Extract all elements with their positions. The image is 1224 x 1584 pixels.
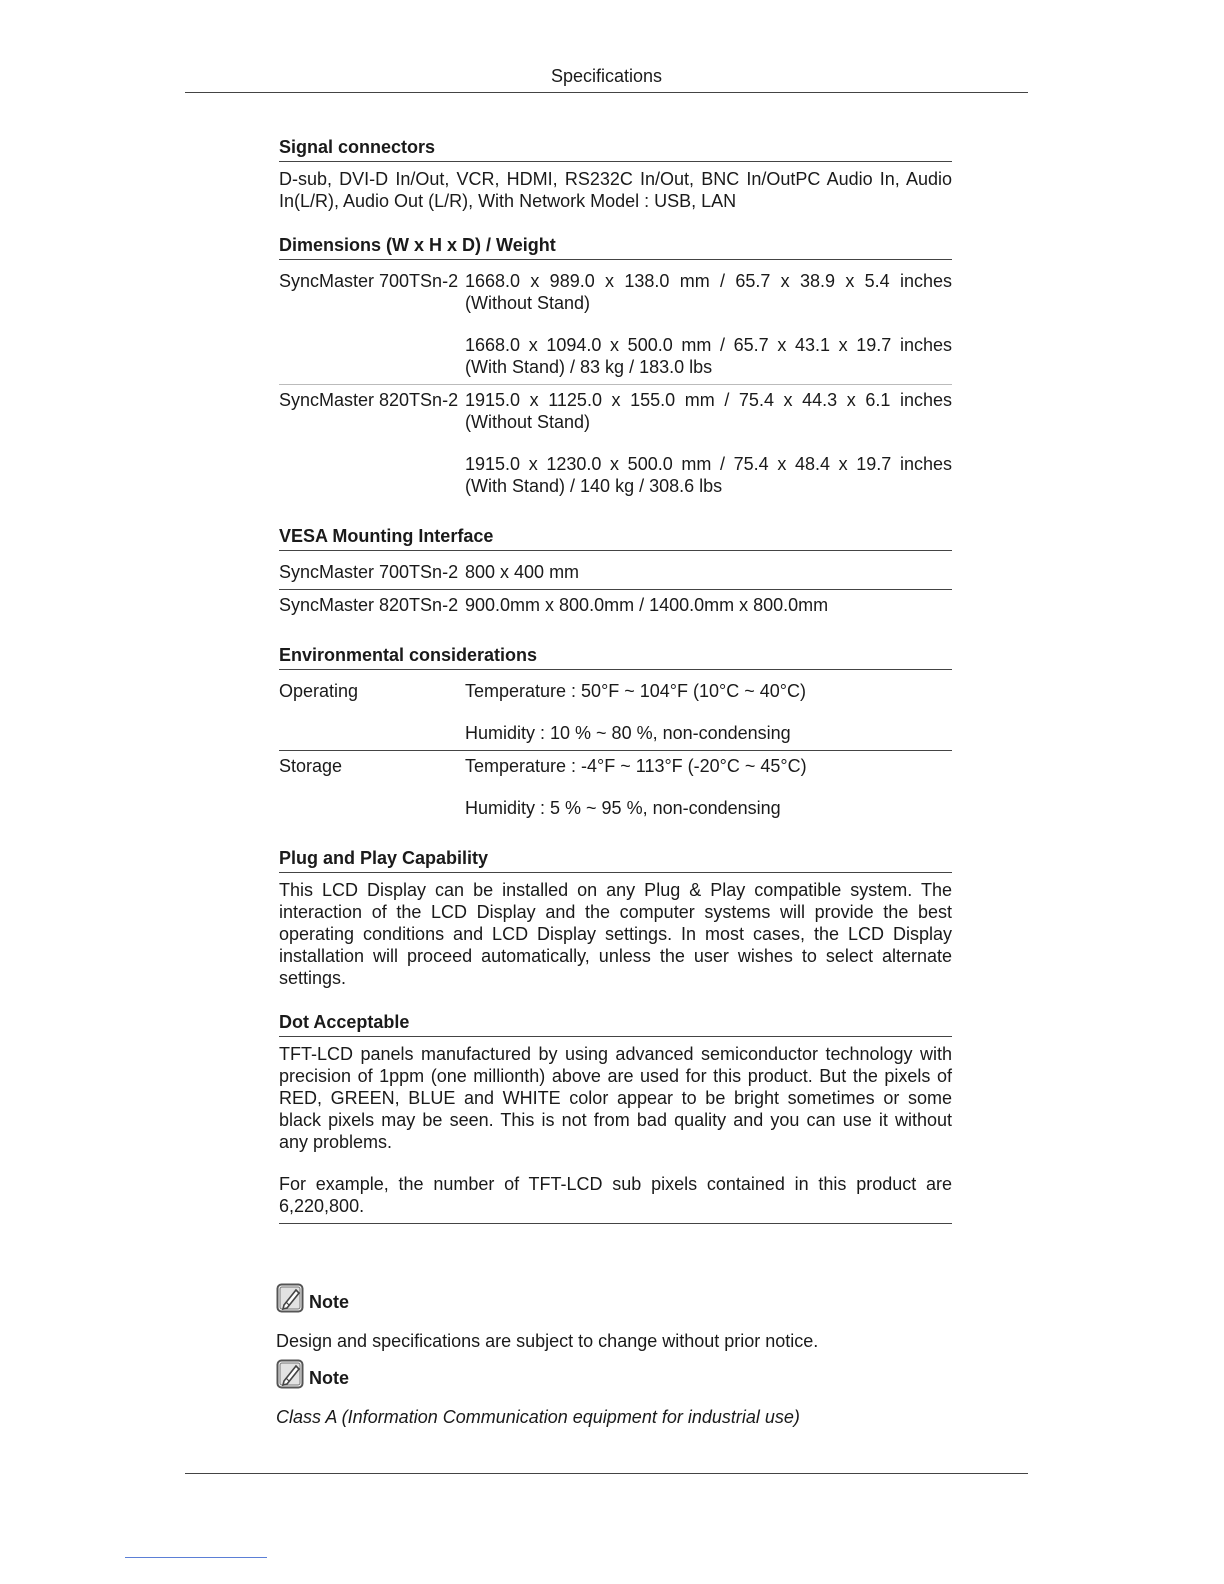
footer-link-underline: [125, 1557, 267, 1558]
dimensions-without-stand: 1668.0 x 989.0 x 138.0 mm / 65.7 x 38.9 x 5.4 inches (Without Stand): [465, 271, 952, 313]
spec-content: [279, 136, 952, 1246]
model-label: SyncMaster 700TSn-2: [279, 562, 459, 582]
note-pencil-icon: [276, 1359, 304, 1389]
signal-connectors-text: D-sub, DVI-D In/Out, VCR, HDMI, RS232C In/Out, BNC In/OutPC Audio In, Audio In(L/R), Audio Out (L/R), With Network Model : USB, LAN: [279, 169, 952, 211]
vesa-row: [279, 590, 952, 622]
environment-row: [279, 676, 952, 751]
humidity-range: Humidity : 5 % ~ 95 %, non-condensing: [465, 798, 781, 818]
model-label: SyncMaster 820TSn-2: [279, 595, 459, 615]
note-label: Note: [309, 1292, 349, 1312]
page-header: [185, 66, 1028, 93]
section-title: Signal connectors: [279, 136, 952, 162]
footer-divider: [185, 1473, 1028, 1474]
note-heading: [276, 1359, 956, 1389]
vesa-row: [279, 557, 952, 590]
dimensions-without-stand: 1915.0 x 1125.0 x 155.0 mm / 75.4 x 44.3 x 6.1 inches (Without Stand): [465, 390, 952, 432]
note-pencil-icon: [276, 1283, 304, 1313]
section-title: Environmental considerations: [279, 644, 952, 670]
dimensions-value: [465, 270, 952, 378]
section-environment: [279, 644, 952, 825]
section-divider: [279, 1223, 952, 1224]
dimensions-row: [279, 266, 952, 385]
vesa-value: 900.0mm x 800.0mm / 1400.0mm x 800.0mm: [465, 595, 829, 615]
note-text: Design and specifications are subject to change without prior notice.: [276, 1331, 819, 1351]
dimensions-with-stand: 1668.0 x 1094.0 x 500.0 mm / 65.7 x 43.1 x 19.7 inches (With Stand) / 83 kg / 183.0 lbs: [465, 335, 952, 377]
humidity-range: Humidity : 10 % ~ 80 %, non-condensing: [465, 723, 791, 743]
dimensions-value: [465, 389, 952, 497]
section-dimensions: [279, 234, 952, 503]
section-dot-acceptable: [279, 1011, 952, 1224]
dimensions-row: [279, 385, 952, 503]
section-title: Plug and Play Capability: [279, 847, 952, 873]
temperature-range: Temperature : -4°F ~ 113°F (-20°C ~ 45°C): [465, 756, 807, 776]
model-label: SyncMaster 700TSn-2: [279, 271, 459, 291]
section-title: Dot Acceptable: [279, 1011, 952, 1037]
section-signal-connectors: [279, 136, 952, 212]
section-plug-and-play: [279, 847, 952, 989]
dot-acceptable-example: For example, the number of TFT-LCD sub pixels contained in this product are 6,220,800.: [279, 1174, 952, 1216]
note-heading: [276, 1283, 956, 1313]
environment-value: [465, 755, 952, 819]
condition-label: Operating: [279, 681, 359, 701]
note-block: [276, 1359, 956, 1428]
note-block: [276, 1283, 956, 1352]
section-title: Dimensions (W x H x D) / Weight: [279, 234, 952, 260]
temperature-range: Temperature : 50°F ~ 104°F (10°C ~ 40°C): [465, 681, 806, 701]
page-title: Specifications: [550, 66, 663, 86]
dimensions-with-stand: 1915.0 x 1230.0 x 500.0 mm / 75.4 x 48.4 x 19.7 inches (With Stand) / 140 kg / 308.6 lbs: [465, 454, 952, 496]
note-label: Note: [309, 1368, 349, 1388]
model-label: SyncMaster 820TSn-2: [279, 390, 459, 410]
environment-row: [279, 751, 952, 825]
section-title: VESA Mounting Interface: [279, 525, 952, 551]
dot-acceptable-text: TFT-LCD panels manufactured by using advanced semiconductor technology with precision of 1ppm (one millionth) above are used for this product. But the pixels of RED, GREEN, BLUE and WHITE color appear to be bright sometimes or some black pixels may be seen. This is not from bad quality and you can use it without any problems.: [279, 1044, 952, 1152]
condition-label: Storage: [279, 756, 343, 776]
note-text: Class A (Information Communication equipment for industrial use): [276, 1407, 800, 1427]
section-vesa: [279, 525, 952, 622]
vesa-value: 800 x 400 mm: [465, 562, 580, 582]
plug-and-play-text: This LCD Display can be installed on any Plug & Play compatible system. The interaction of the LCD Display and the computer systems will provide the best operating conditions and LCD Display settings. In most cases, the LCD Display installation will proceed automatically, unless the user wishes to select alternate settings.: [279, 880, 952, 988]
environment-value: [465, 680, 952, 744]
